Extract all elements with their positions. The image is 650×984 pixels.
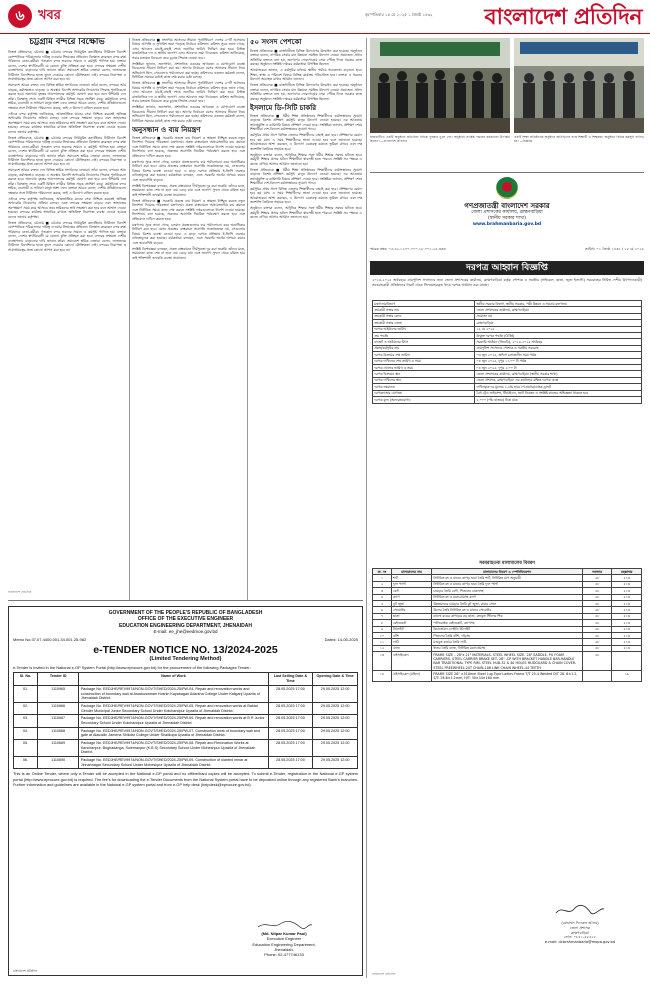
en-cell-sell: 28.05.2025 17:00 [268, 702, 313, 714]
goods-cell-n: ৮ [373, 620, 392, 626]
article-paragraph: নিজস্ব প্রতিবেদক ■ সরকারি প্রকল্পে ব্যয় নিয়ন্ত্রণ ও স্বচ্ছতা নিশ্চিত করতে নতুন নির্দেশনা দিয়েছে পরিকল্পনা মন্ত্রণালয়। প্রকল্প বাস্তবায়নে অপ্রয়োজনীয় ব্যয় কমাতে এবং নির্ধারিত সময়ে কাজ শেষ করতে সংশ্লিষ্ট দপ্তরগুলোকে নির্দেশ দেওয়া হয়েছে। নির্দেশনায় বলা হয়েছে, প্রকল্পের অগ্রগতি নিয়মিত পর্যবেক্ষণ করতে হবে এবং প্রতিবেদন দাখিল করতে হবে। [132, 198, 245, 221]
goods-cell-b: ৫১৩ [612, 645, 642, 651]
en-signatory-place: Jhenaidah. [274, 946, 294, 952]
en-tender-method: (Limited Tendering Method) [149, 656, 222, 663]
en-header-cell: Sl. No. [14, 673, 38, 685]
en-signature-block [214, 920, 354, 957]
en-signatory-name: (Md. Nilpar Kumar Paul) [261, 931, 307, 937]
info-key: ক্রয় পদ্ধতি [373, 333, 475, 339]
article-paragraph: মন্ত্রণালয় সূত্রে জানা গেছে, চলমান প্রকল্পগুলোর ব্যয় পর্যালোচনা করে অগ্রাধিকার নির্ধারণ করা হবে। যেসব প্রকল্পের বাস্তবায়ন অগ্রগতি সন্তোষজনক নয়, সেগুলোর বিষয়ে বিশেষ ব্যবস্থা নেওয়া হবে। এ ছাড়া দরপত্র প্রক্রিয়ায় ই-জিপি ব্যবহার বাধ্যতামূলক করা হয়েছে। কর্মকর্তারা বলছেন, এতে সরকারি অর্থের অপচয় কমবে এবং জবাবদিহি বাড়বে। [132, 222, 245, 245]
article-paragraph: কর্মসূচির প্রথম ধাপে বিভিন্ন জেলার শিক্ষার্থীদের বাছাই করা হবে। প্রশিক্ষণের মেয়াদ হবে ছয় মাস। এ সময় শিক্ষার্থীদের ভাতা দেওয়া হবে বলে জানানো হয়েছে। আয়োজকরা আশা করছেন, এ উদ্যোগ বেকারত্ব কমাতে ভূমিকা রাখবে এবং দক্ষ জনশক্তি তৈরিতে সহায়ক হবে। [250, 133, 362, 151]
goods-cell-b: ৫১৩ [612, 575, 642, 581]
en-header-cell: Last Selling Date & Time [268, 673, 313, 685]
article-paragraph: নিজস্ব প্রতিবেদক ■ রাজধানীতে বিভিন্ন উদ্যোগের উদ্বোধন করা হয়েছে। অনুষ্ঠানে বক্তারা বলেন, নাগরিক সেবার মান উন্নয়নে সমন্বিত উদ্যোগ নেওয়া প্রয়োজন। প্রধান অতিথির বক্তব্যে বলা হয়, জনগণের দোরগোড়ায় সেবা পৌঁছে দিতে সরকার কাজ করছে। অনুষ্ঠানে সংশ্লিষ্ট দপ্তরের কর্মকর্তারা উপস্থিত ছিলেন। [250, 83, 362, 101]
event-photo-image [514, 38, 644, 133]
info-key: প্রকল্প/কর্মসূচির নাম [373, 345, 475, 351]
goods-cell-a: ৫৮ [582, 639, 612, 645]
goods-cell-desc: পানিরোধক রেইনকোট, ক্যাপসহ [432, 620, 583, 626]
gov-office: জেলা প্রশাসকের কার্যালয়, ব্রাহ্মণবাড়িয়া [471, 210, 543, 216]
page-number: ৬ [8, 4, 32, 28]
info-key: দরপত্র আহ্বানের তারিখ [373, 326, 475, 332]
goods-cell-name: রেইনকোট [391, 620, 431, 626]
en-cell-sell: 28.05.2025 17:00 [268, 685, 313, 702]
goods-table-title: সরবরাহতব্য মালামালের বিবরণ [479, 561, 535, 566]
goods-cell-a: ৫৮ [582, 588, 612, 594]
article-headline: চট্টগ্রাম বন্দরে বিক্ষোভ [29, 38, 105, 47]
gov-title: গণপ্রজাতন্ত্রী বাংলাদেশ সরকার [464, 201, 550, 210]
goods-header-cell: মালামালের নাম [391, 569, 431, 575]
section-name: খবর [38, 8, 61, 23]
article-paragraph: সংশ্লিষ্টরা জানান, জনসংখ্যা, প্রশাসনিক এককের অখণ্ডতা ও যোগাযোগ ব্যবস্থা বিবেচনায় সীমানা নির্ধারণ করা হয়। আগের নির্বাচনে যেসব আসনের সীমানা নিয়ে অভিযোগ ছিল, সেগুলোও পর্যালোচনা করা হচ্ছে। কমিশনের একজন কর্মকর্তা বলেন, নির্ধারিত সময়ের মধ্যেই কাজ শেষ করার চেষ্টা চলছে। [132, 105, 245, 123]
info-value: সরকারি অর্থায়ন (জিওবি), ২০২৪-২০২৫ অর্থবছর [475, 339, 642, 345]
goods-header-cell: মালামালের বিবরণ ও স্পেসিফিকেশন [432, 569, 583, 575]
goods-cell-a: ৫৮ [582, 626, 612, 632]
goods-cell-b [612, 652, 642, 671]
article-paragraph: সংশ্লিষ্টরা জানান, জনসংখ্যা, প্রশাসনিক এককের অখণ্ডতা ও যোগাযোগ ব্যবস্থা বিবেচনায় সীমানা নির্ধারণ করা হয়। আগের নির্বাচনে যেসব আসনের সীমানা নিয়ে অভিযোগ ছিল, সেগুলোও পর্যালোচনা করা হচ্ছে। কমিশনের একজন কর্মকর্তা বলেন, নির্ধারিত সময়ের মধ্যেই কাজ শেষ করার চেষ্টা চলছে। [132, 61, 245, 80]
article-paragraph: নিজস্ব প্রতিবেদক ■ সংসদীয় আসনের সীমানা পুনর্নির্ধারণে দেশের ৫০টি আসনের বিষয়ে আপত্তি ও সুপারিশ জমা পড়েছে নির্বাচন কমিশনে। কমিশন সূত্রে জানা গেছে, এসব আবেদন যাচাই-বাছাই শেষে শুনানির তারিখ নির্ধারণ করা হবে। বিভিন্ন রাজনৈতিক দল ও স্থানীয় জনগণ এসব আবেদন জমা দিয়েছেন। কমিশন জানিয়েছে, সবার মতামত বিবেচনা করে চূড়ান্ত সিদ্ধান্ত নেওয়া হবে। [132, 81, 245, 104]
en-cell-sell: 28.05.2025 17:00 [268, 740, 313, 757]
info-key: দরপত্র জামানত [373, 384, 475, 390]
goods-cell-n: ৪ [373, 594, 392, 600]
goods-cell-b: ৫১৩ [612, 607, 642, 613]
e-tender-notice [8, 606, 363, 976]
goods-cell-n: ৯ [373, 626, 392, 632]
info-value: ০৩ জুন ২০২৫, অফিস চলাকালীন সময় পর্যন্ত [475, 352, 642, 358]
en-cell-sl: 03. [14, 715, 38, 727]
goods-cell-b: ৫১৩ [612, 581, 642, 587]
article-paragraph: এদিকে বন্দর কর্তৃপক্ষ জানিয়েছে, আন্তর্জাতিক মানের সেবা নিশ্চিত করতেই অভিজ্ঞ অপারেটর নিয়োগের প্রক্রিয়া চলছে। এতে বন্দরের সক্ষমতা বাড়বে এবং জাহাজের অপেক্ষমাণ সময় কমে আসবে। তবে শ্রমিকদের স্বার্থ সংরক্ষণ করা হবে বলে আশ্বাস দেওয়া হয়েছে। বন্দরের কার্যক্রম স্বাভাবিক রাখতে অতিরিক্ত নিরাপত্তা ব্যবস্থা নেওয়া হয়েছে বলেও জানায় কর্তৃপক্ষ। [8, 196, 126, 219]
goods-cell-name: সোয়েটার [391, 607, 431, 613]
en-header-cell: Tender ID [38, 673, 79, 685]
goods-cell-b: ৫১৩ [612, 588, 642, 594]
info-key: দরপত্র মূল্য (অফেরতযোগ্য) [373, 397, 475, 403]
article-column-2 [132, 38, 245, 598]
goods-cell-a: ৫৮ [582, 575, 612, 581]
ad-code: বাংলাদেশ প্রতিদিন [372, 972, 396, 976]
gov-notice-header [370, 177, 644, 228]
en-tender-row [14, 740, 358, 757]
en-header-cell: Name of Work [79, 673, 268, 685]
goods-cell-name: ব্যাজ [391, 645, 431, 651]
en-signatory-title: Executive Engineer [266, 936, 302, 942]
gov-memo [370, 247, 644, 252]
en-gov-line: GOVERNMENT OF THE PEOPLE'S REPUBLIC OF BANGLADESH [108, 610, 263, 616]
goods-header-cell: দফাদার [582, 569, 612, 575]
signatory-office: ব্রাহ্মণবাড়িয়া [570, 930, 590, 935]
goods-row [373, 671, 642, 682]
info-value: জেলা প্রশাসকের কার্যালয়, ব্রাহ্মণবাড়িয়া [475, 307, 642, 313]
info-value: গ্রামপুলিশ সদস্যদের পোশাক ও সরঞ্জাম সরবরাহ [475, 345, 642, 351]
en-cell-work: Package No. EEDJHE/REV9974/NON-GOVT/SHED/2024-25/PW-05. Repair and renovation works at Baktal Gender Municipal Junior Secondary School Under Kotchandpur Upazila of Jhenaidah District. [79, 702, 268, 714]
goods-header-cell: ক্র. নং [373, 569, 392, 575]
article-column-1 [8, 38, 126, 598]
info-row [373, 397, 642, 403]
goods-cell-name: ফুল প্যান্ট [391, 581, 431, 587]
en-tender-row [14, 685, 358, 702]
en-cell-id: 1110666 [38, 702, 79, 714]
goods-table [372, 568, 642, 682]
info-key: দরপত্র বিক্রয়ের শেষ তারিখ [373, 352, 475, 358]
goods-cell-b: ৫১৩ [612, 633, 642, 639]
info-key: ক্রয়কারী সত্তার কোড [373, 313, 475, 319]
goods-cell-b: ৫১৩ [612, 620, 642, 626]
signatory-phone: ফোন: ০৮৫১-৫৮৫২৫ [564, 935, 596, 940]
government-seal-icon [496, 177, 518, 199]
tender-banner: দরপত্র আহ্বান বিজ্ঞপ্তি [370, 261, 644, 275]
en-memo-row [13, 637, 358, 645]
en-header-cell: Opening Date & Time [313, 673, 358, 685]
tender-info-table [372, 300, 642, 404]
goods-cell-a: ৫৮ [582, 601, 612, 607]
en-memo-date: Dated: 14-05-2025 [324, 636, 358, 642]
article-paragraph: নিজস্ব প্রতিবেদক ■ সরকারি প্রকল্পে ব্যয় নিয়ন্ত্রণ ও স্বচ্ছতা নিশ্চিত করতে নতুন নির্দেশনা দিয়েছে পরিকল্পনা মন্ত্রণালয়। প্রকল্প বাস্তবায়নে অপ্রয়োজনীয় ব্যয় কমাতে এবং নির্ধারিত সময়ে কাজ শেষ করতে সংশ্লিষ্ট দপ্তরগুলোকে নির্দেশ দেওয়া হয়েছে। নির্দেশনায় বলা হয়েছে, প্রকল্পের অগ্রগতি নিয়মিত পর্যবেক্ষণ করতে হবে এবং প্রতিবেদন দাখিল করতে হবে। [132, 135, 245, 158]
column-divider [366, 38, 367, 978]
news-photo [370, 38, 510, 133]
goods-cell-desc: কালো রঙের কাপড়ের বড় ছাতা, মজবুত স্টিলের শিক [432, 613, 583, 619]
article-paragraph: সমাবেশে আরও বক্তব্য দেন বিভিন্ন শ্রমিক সংগঠনের নেতারা। তাঁরা বলেন, বন্দরের আয় বাড়ছে, কর্মদক্ষতাও বাড়ছে। এ অবস্থায় বিদেশি অপারেটর নিয়োগের সিদ্ধান্ত পুনর্বিবেচনা করতে হবে। অন্যথায় বৃহত্তর আন্দোলনের কর্মসূচি ঘোষণা করা হবে বলে হুঁশিয়ারি দেন তাঁরা। বিক্ষোভ শেষে একটি মিছিল নগরীর বিভিন্ন সড়ক প্রদক্ষিণ করে। কর্মসূচিতে বন্দর শ্রমিক, ব্যবসায়ী ও সাধারণ মানুষ অংশ নেন। বক্তারা আরও বলেন, দেশীয় প্রতিষ্ঠানগুলো দক্ষতার সঙ্গে টার্মিনাল পরিচালনা করছে, তাই এ উদ্যোগ বাতিল করতে হবে। [8, 83, 126, 110]
info-value: উন্মুক্ত দরপত্র পদ্ধতি (OTM) [475, 333, 642, 339]
article-column-3 [250, 38, 362, 598]
goods-cell-n: ১৩ [373, 652, 392, 671]
goods-cell-n: ৫ [373, 601, 392, 607]
article-paragraph: নিজস্ব প্রতিবেদক ■ ধর্মীয় শিক্ষা প্রতিষ্ঠানের শিক্ষার্থীদের কর্মসংস্থানের সুযোগ বাড়াতে বিশেষ প্রশিক্ষণ কর্মসূচি চালুর উদ্যোগ নেওয়া হয়েছে। এর আওতায় তথ্যপ্রযুক্তি ও কারিগরি বিষয়ে প্রশিক্ষণ দেওয়া হবে। সংশ্লিষ্টরা জানান, প্রশিক্ষণ শেষে শিক্ষার্থীরা দেশ-বিদেশে কর্মসংস্থানের সুযোগ পাবে। [250, 113, 362, 132]
goods-cell-name: শার্ট [391, 575, 431, 581]
goods-cell-b: ৫১৩ [612, 594, 642, 600]
en-cell-sell: 28.05.2025 17:00 [268, 757, 313, 769]
en-tender-row [14, 757, 358, 769]
info-key: ক্রয়কারী সত্তার জেলা [373, 320, 475, 326]
page-header [0, 0, 650, 34]
info-key: দরপত্র দাখিলের স্থান [373, 377, 475, 383]
en-cell-id: 1110965 [38, 685, 79, 702]
article-paragraph: এদিকে বন্দর কর্তৃপক্ষ জানিয়েছে, আন্তর্জাতিক মানের সেবা নিশ্চিত করতেই অভিজ্ঞ অপারেটর নিয়োগের প্রক্রিয়া চলছে। এতে বন্দরের সক্ষমতা বাড়বে এবং জাহাজের অপেক্ষমাণ সময় কমে আসবে। তবে শ্রমিকদের স্বার্থ সংরক্ষণ করা হবে বলে আশ্বাস দেওয়া হয়েছে। বন্দরের কার্যক্রম স্বাভাবিক রাখতে অতিরিক্ত নিরাপত্তা ব্যবস্থা নেওয়া হয়েছে বলেও জানায় কর্তৃপক্ষ। [8, 111, 126, 134]
goods-cell-desc: উলের তৈরি নির্ধারিত রং ও মানের সোয়েটার [432, 607, 583, 613]
en-cell-work: Package No. EEDJHE/REV9974/NON-GOVT/SHED/2024-25/PW-09. Construction of slanted minar at Jinnahnagar Secondary School Under Moheshpur Upazila of Jhenaidah District. [79, 757, 268, 769]
signature-scribble [554, 903, 606, 917]
goods-cell-n: ২ [373, 581, 392, 587]
goods-cell-name: বুট জুতা [391, 601, 431, 607]
goods-cell-b: ৫১৩ [612, 639, 642, 645]
info-value: স্থানীয় সরকার বিভাগ, স্থানীয় সরকার, পল্লী উন্নয়ন ও সমবায় মন্ত্রণালয় [475, 301, 642, 307]
goods-cell-desc: ধাতব তৈরি ব্যাজ, নির্ধারিত মনোগ্রামসহ [432, 645, 583, 651]
en-tender-row [14, 702, 358, 714]
en-cell-sell: 28.05.2025 17:00 [268, 727, 313, 739]
en-footer-text: This is an Online Tender, where only e-Tender will be accepted in the National e-GP portal and no offline/hard copies will be accepted. To submit e-Tender, registration in the National e-GP system portal (http://www.eprocure.gov.bd) is required. The fee's for downloading the e-Tender Documents from the National System portal have to be deposited online through any registered Bank's branches. Further information and guidelines are available in the National e-GP system portal and from e-GP help desk (helpdesk@eprocure.gov.bd). [13, 771, 358, 787]
info-value: জেলা প্রশাসক, ব্রাহ্মণবাড়িয়া এর কার্যালয়ে রক্ষিত দরপত্র বাক্সে [475, 377, 642, 383]
en-cell-id: 1110667 [38, 715, 79, 727]
goods-cell-name: টর্চলাইট [391, 626, 431, 632]
en-memo-number: Memo No:37.07.4400.001.34.001.25-982 [13, 636, 87, 642]
info-key: দরপত্র বিক্রয়ের স্থান [373, 371, 475, 377]
info-key: দরপত্র খোলার তারিখ ও সময় [373, 365, 475, 371]
goods-table-wrap [372, 568, 642, 682]
gov-branch: (স্থানীয় সরকার শাখা) [488, 216, 526, 222]
goods-cell-a: ৫৮ [582, 607, 612, 613]
info-table [372, 300, 642, 404]
signature-block [520, 903, 640, 945]
en-cell-id: 1110668 [38, 727, 79, 739]
en-signatory-dept: Education Engineering Department, [252, 941, 316, 947]
article-paragraph: নিজস্ব প্রতিবেদক, চট্টগ্রাম ■ চট্টগ্রাম বন্দরের নিউমুরিং কনটেইনার টার্মিনাল বিদেশি কোম্পানিকে পরিচালনার দায়িত্ব দেওয়ার সিদ্ধান্তের প্রতিবাদে বিক্ষোভ করেছেন বন্দর রক্ষা পরিষদের নেতা-কর্মীরা। গতকাল বন্দর ভবনের সামনে এ কর্মসূচি পালিত হয়। বক্তারা বলেন, দেশের স্বার্থবিরোধী যে কোনো চুক্তি প্রতিহত করা হবে। বন্দরের সক্ষমতা দেশীয় ব্যবস্থাপনায় বাড়ানোর দাবি জানান তাঁরা। সমাবেশে শ্রমিক নেতারা বলেন, লাভজনক টার্মিনাল বিদেশিদের হাতে তুলে দেওয়ার কোনো যৌক্তিকতা নেই। বন্দরের নিরাপত্তা ও সার্বভৌমত্বের প্রশ্নে কোনো আপস করা হবে না। [8, 50, 126, 82]
en-dept-line: EDUCATION ENGINEERING DEPARTMENT, JHENAIDAH [119, 622, 252, 629]
en-tender-table [13, 672, 358, 769]
article-paragraph: অনুষ্ঠানে বক্তারা বলেন, আধুনিক শিক্ষার সঙ্গে ধর্মীয় শিক্ষার সমন্বয় ঘটাতে হবে। কর্মমুখী শিক্ষার প্রসার ঘটলে শিক্ষার্থীরা স্বাবলম্বী হতে পারবে। সংশ্লিষ্ট সব পক্ষকে এ কাজে এগিয়ে আসার আহ্বান জানানো হয়। [250, 152, 362, 166]
goods-cell-name: ক্যাপ [391, 594, 431, 600]
article-paragraph: সংশ্লিষ্ট বিশেষজ্ঞরা বলছেন, প্রকল্প বাস্তবায়নে দীর্ঘসূত্রতা দূর করা জরুরি। তাঁদের মতে, সময়মতো কাজ শেষ না হলে ব্যয় বেড়ে যায় এবং জনগণ সুফল থেকে বঞ্চিত হয়। তাই শক্তিশালী তদারকি ব্যবস্থা প্রয়োজন। [132, 246, 245, 260]
goods-cell-name: বাইসাইকেল [391, 652, 431, 671]
section-divider [370, 172, 644, 173]
goods-cell-desc: রিচার্জেবল এলইডি টর্চলাইট [432, 626, 583, 632]
goods-cell-a [582, 671, 612, 682]
memo-number: স্মারক নম্বর: ০৫.৪২.১২০০.০০০.১৮.০০২.২৫-৩৩৩ [370, 247, 446, 251]
goods-cell-n: ৩ [373, 588, 392, 594]
en-cell-sl: 06. [14, 757, 38, 769]
goods-cell-n: ১১ [373, 639, 392, 645]
en-cell-work: Package No. EEDJHE/REV9974/NON-GOVT/SHED/2024-25/PW-06. Repair and renovation works at B R Junior Secondary School Under Kotchandpur Upazila of Jhenaidah District. [79, 715, 268, 727]
section-divider [8, 600, 363, 601]
masthead-logo: বাংলাদেশ প্রতিদিন [484, 4, 642, 30]
info-value: ব্রাহ্মণবাড়িয়া [475, 320, 642, 326]
info-key: ক্রয়কারী সত্তার নাম [373, 307, 475, 313]
signatory-name: (মোহাম্মদ দিদারুল আলম) [561, 920, 599, 925]
goods-header-cell: মহল্লাদার [612, 569, 642, 575]
info-value: ০৪ জুন ২০২৫, দুপুর ১২:০০ টা পর্যন্ত [475, 358, 642, 364]
event-photo-image [370, 38, 510, 133]
en-email: E-mail: ee_jhe@eedmoe.gov.bd [153, 628, 218, 634]
article-paragraph: সমাবেশে আরও বক্তব্য দেন বিভিন্ন শ্রমিক সংগঠনের নেতারা। তাঁরা বলেন, বন্দরের আয় বাড়ছে, কর্মদক্ষতাও বাড়ছে। এ অবস্থায় বিদেশি অপারেটর নিয়োগের সিদ্ধান্ত পুনর্বিবেচনা করতে হবে। অন্যথায় বৃহত্তর আন্দোলনের কর্মসূচি ঘোষণা করা হবে বলে হুঁশিয়ারি দেন তাঁরা। বিক্ষোভ শেষে একটি মিছিল নগরীর বিভিন্ন সড়ক প্রদক্ষিণ করে। কর্মসূচিতে বন্দর শ্রমিক, ব্যবসায়ী ও সাধারণ মানুষ অংশ নেন। বক্তারা আরও বলেন, দেশীয় প্রতিষ্ঠানগুলো দক্ষতার সঙ্গে টার্মিনাল পরিচালনা করছে, তাই এ উদ্যোগ বাতিল করতে হবে। [8, 168, 126, 195]
en-cell-id: 1110669 [38, 740, 79, 757]
en-office-line: OFFICE OF THE EXECUTIVE ENGINEER [137, 616, 234, 623]
en-cell-id: 1110690 [38, 757, 79, 769]
photo-caption: একটি শিক্ষা প্রতিষ্ঠানের অনুষ্ঠানে অতিথিদের সঙ্গে শিক্ষার্থী ও শিক্ষকরা। অনুষ্ঠানে বিভিন্ন কর্মসূচি পালিত হয়। —বিজ্ঞপ্তি [514, 135, 644, 143]
news-photo [514, 38, 644, 133]
en-cell-open: 29.05.2025 12:00 [313, 685, 358, 702]
en-intro: e-Tender is invited in the National e-GP System Portal (http://www.eprocure.gov.bd) for the procurement of the following Packages Tender: [13, 665, 251, 671]
goods-cell-desc: নির্ধারিত রং ও মানের কাপড় দ্বারা তৈরি শার্ট, নির্ধারিত মাপ অনুযায়ী [432, 575, 583, 581]
info-value: দাখিলকৃত দর মূল্যের ২.৫% হারে পে-অর্ডার/ব্যাংক ড্রাফট [475, 384, 642, 390]
goods-cell-b: ৫১৩ [612, 626, 642, 632]
article-paragraph: আয়োজকরা জানান, এ কর্মসূচির মাধ্যমে স্থানীয় পর্যায়ে সচেতনতা বাড়ানো হবে। শিক্ষা, স্বাস্থ্য ও পরিবেশ বিষয়ে বিভিন্ন কার্যক্রম পরিচালিত হবে। বক্তারা এ ধরনের উদ্যোগ অব্যাহত রাখার আহ্বান জানান। [250, 68, 362, 82]
goods-cell-name: বাঁশি [391, 633, 431, 639]
goods-cell-n: ৬ [373, 607, 392, 613]
notice-intro: ২০২৪-২০২৫ অর্থবছরে গ্রামপুলিশ সদস্যদের জন্য জেলা প্রশাসকের কার্যালয়, ব্রাহ্মণবাড়িয়া কর্তৃক পোশাক ও সরঞ্জাম (সাইকেল, ছাতা, জুতা ইত্যাদি) সরবরাহের নিমিত্ত দেশীয় উৎপাদনকারী/সরবরাহকারী প্রতিষ্ঠানের নিকট থেকে সিলমোহরকৃত খামে দরপত্র আহ্বান করা যাচ্ছে। [372, 278, 642, 287]
info-key: মন্ত্রণালয়/বিভাগ [373, 301, 475, 307]
goods-cell-n: ১২ [373, 645, 392, 651]
column-footer: বাংলাদেশ প্রতিদিন [8, 590, 32, 594]
date-line: বৃহস্পতিবার ১৫ মে ২০২৫ ১ জ্যৈষ্ঠ ১৪৩২ [365, 12, 433, 17]
goods-cell-a: ৫৮ [582, 652, 612, 671]
info-value: ৫,০০০ (পাঁচ হাজার) টাকা মাত্র [475, 397, 642, 403]
en-cell-sl: 01. [14, 685, 38, 702]
article-paragraph: নিজস্ব প্রতিবেদক ■ ধর্মীয় শিক্ষা প্রতিষ্ঠানের শিক্ষার্থীদের কর্মসংস্থানের সুযোগ বাড়াতে বিশেষ প্রশিক্ষণ কর্মসূচি চালুর উদ্যোগ নেওয়া হয়েছে। এর আওতায় তথ্যপ্রযুক্তি ও কারিগরি বিষয়ে প্রশিক্ষণ দেওয়া হবে। সংশ্লিষ্টরা জানান, প্রশিক্ষণ শেষে শিক্ষার্থীরা দেশ-বিদেশে কর্মসংস্থানের সুযোগ পাবে। [250, 167, 362, 185]
en-tender-row [14, 715, 358, 727]
article-paragraph: মন্ত্রণালয় সূত্রে জানা গেছে, চলমান প্রকল্পগুলোর ব্যয় পর্যালোচনা করে অগ্রাধিকার নির্ধারণ করা হবে। যেসব প্রকল্পের বাস্তবায়ন অগ্রগতি সন্তোষজনক নয়, সেগুলোর বিষয়ে বিশেষ ব্যবস্থা নেওয়া হবে। এ ছাড়া দরপত্র প্রক্রিয়ায় ই-জিপি ব্যবহার বাধ্যতামূলক করা হয়েছে। কর্মকর্তারা বলছেন, এতে সরকারি অর্থের অপচয় কমবে এবং জবাবদিহি বাড়বে। [132, 159, 245, 182]
en-cell-open: 29.05.2025 12:00 [313, 757, 358, 769]
info-value: ০৪ জুন ২০২৫, দুপুর ২:০০ টা [475, 365, 642, 371]
info-key: দরপত্রদাতার যোগ্যতা [373, 390, 475, 396]
goods-cell-desc: উন্নতমানের চামড়ার তৈরি বুট জুতা, রাবার সোল [432, 601, 583, 607]
goods-cell-name: ছাতা [391, 613, 431, 619]
info-key: দরপত্র দাখিলের শেষ তারিখ ও সময় [373, 358, 475, 364]
en-cell-work: Package No. EEDJHE/REV9974/NON-GOVT/SHED/2024-25/PW-07. Construction work of boundary wall and gate at Alauddin Jamena Shikdar College Under Shailkupa Upazila of Jhenaidah District. [79, 727, 268, 739]
article-paragraph: নিজস্ব প্রতিবেদক ■ রাজধানীতে বিভিন্ন উদ্যোগের উদ্বোধন করা হয়েছে। অনুষ্ঠানে বক্তারা বলেন, নাগরিক সেবার মান উন্নয়নে সমন্বিত উদ্যোগ নেওয়া প্রয়োজন। প্রধান অতিথির বক্তব্যে বলা হয়, জনগণের দোরগোড়ায় সেবা পৌঁছে দিতে সরকার কাজ করছে। অনুষ্ঠানে সংশ্লিষ্ট দপ্তরের কর্মকর্তারা উপস্থিত ছিলেন। [250, 48, 362, 67]
goods-cell-n: ১০ [373, 633, 392, 639]
en-cell-sl: 04. [14, 727, 38, 739]
goods-cell-desc: নির্ধারিত রং ও মনোগ্রামসহ ক্যাপ [432, 594, 583, 600]
article-paragraph: নিজস্ব প্রতিবেদক, চট্টগ্রাম ■ চট্টগ্রাম বন্দরের নিউমুরিং কনটেইনার টার্মিনাল বিদেশি কোম্পানিকে পরিচালনার দায়িত্ব দেওয়ার সিদ্ধান্তের প্রতিবাদে বিক্ষোভ করেছেন বন্দর রক্ষা পরিষদের নেতা-কর্মীরা। গতকাল বন্দর ভবনের সামনে এ কর্মসূচি পালিত হয়। বক্তারা বলেন, দেশের স্বার্থবিরোধী যে কোনো চুক্তি প্রতিহত করা হবে। বন্দরের সক্ষমতা দেশীয় ব্যবস্থাপনায় বাড়ানোর দাবি জানান তাঁরা। সমাবেশে শ্রমিক নেতারা বলেন, লাভজনক টার্মিনাল বিদেশিদের হাতে তুলে দেওয়ার কোনো যৌক্তিকতা নেই। বন্দরের নিরাপত্তা ও সার্বভৌমত্বের প্রশ্নে কোনো আপস করা হবে না। [8, 135, 126, 167]
goods-cell-a: ৫৮ [582, 613, 612, 619]
memo-date: তারিখ: ০১ জ্যৈষ্ঠ ১৪৩২ / ১৫ মে ২০২৫ [584, 247, 644, 251]
goods-cell-desc: মজবুত কাঠের তৈরি লাঠি [432, 639, 583, 645]
column-divider [247, 38, 248, 600]
en-cell-open: 29.05.2025 12:00 [313, 727, 358, 739]
goods-cell-b: ৫১৩ [612, 601, 642, 607]
goods-cell-b: ১৯ [612, 671, 642, 682]
goods-cell-desc: নির্ধারিত রং ও মানের কাপড় দ্বারা তৈরি ফুল প্যান্ট [432, 581, 583, 587]
en-cell-sl: 02. [14, 702, 38, 714]
info-value: ১৫ মে ২০২৫ [475, 326, 642, 332]
goods-cell-a: ৫৮ [582, 620, 612, 626]
goods-cell-a: ৫৮ [582, 633, 612, 639]
article-headline: ইসলামে ডি-সিটি চাকরি [250, 103, 317, 113]
article-paragraph: কর্মসূচির প্রথম ধাপে বিভিন্ন জেলার শিক্ষার্থীদের বাছাই করা হবে। প্রশিক্ষণের মেয়াদ হবে ছয় মাস। এ সময় শিক্ষার্থীদের ভাতা দেওয়া হবে বলে জানানো হয়েছে। আয়োজকরা আশা করছেন, এ উদ্যোগ বেকারত্ব কমাতে ভূমিকা রাখবে এবং দক্ষ জনশক্তি তৈরিতে সহায়ক হবে। [250, 186, 362, 205]
goods-cell-n: ১ [373, 575, 392, 581]
info-value: জেলা প্রশাসকের কার্যালয়, ব্রাহ্মণবাড়িয়া (স্থানীয় সরকার শাখা) [475, 371, 642, 377]
article-paragraph: নিজস্ব প্রতিবেদক ■ সংসদীয় আসনের সীমানা পুনর্নির্ধারণে দেশের ৫০টি আসনের বিষয়ে আপত্তি ও সুপারিশ জমা পড়েছে নির্বাচন কমিশনে। কমিশন সূত্রে জানা গেছে, এসব আবেদন যাচাই-বাছাই শেষে শুনানির তারিখ নির্ধারণ করা হবে। বিভিন্ন রাজনৈতিক দল ও স্থানীয় জনগণ এসব আবেদন জমা দিয়েছেন। কমিশন জানিয়েছে, সবার মতামত বিবেচনা করে চূড়ান্ত সিদ্ধান্ত নেওয়া হবে। [132, 38, 245, 60]
gov-website: www.brahmanbaria.gov.bd [472, 222, 542, 228]
column-divider [129, 38, 130, 600]
goods-cell-n: ১৪ [373, 671, 392, 682]
en-cell-open: 29.05.2025 12:00 [313, 740, 358, 757]
en-cell-open: 29.05.2025 12:00 [313, 715, 358, 727]
signatory-email: e-mail: dcbrahmanbaria@mopa.gov.bd [544, 940, 616, 945]
signature-scribble [254, 920, 314, 930]
article-paragraph: সংশ্লিষ্ট বিশেষজ্ঞরা বলছেন, প্রকল্প বাস্তবায়নে দীর্ঘসূত্রতা দূর করা জরুরি। তাঁদের মতে, সময়মতো কাজ শেষ না হলে ব্যয় বেড়ে যায় এবং জনগণ সুফল থেকে বঞ্চিত হয়। তাই শক্তিশালী তদারকি ব্যবস্থা প্রয়োজন। [132, 183, 245, 197]
goods-cell-name: লাঠি [391, 639, 431, 645]
en-cell-open: 29.05.2025 12:00 [313, 702, 358, 714]
en-cell-work: Package No. EEDJHE/REV9974/NON-GOVT/SHED/2024-25/PW-04. Repair and renovation works and construction of boundary wall at Asaduzzaman Hosnin Kayabagan Adarsha College Under Kaliganj Upazila of Jhenaidah District. [79, 685, 268, 702]
goods-cell-a: ৫৮ [582, 645, 612, 651]
info-key: বাজেট ও অর্থায়নের উৎস [373, 339, 475, 345]
goods-cell-n: ৭ [373, 613, 392, 619]
goods-cell-a: ৫৮ [582, 594, 612, 600]
goods-cell-name: বাইসাইকেল (মহিলা) [391, 671, 431, 682]
ad-code: বাংলাদেশ প্রতিদিন [13, 968, 38, 973]
article-headline: অনুসন্ধান ও ব্যয় নিয়ন্ত্রণ [132, 125, 201, 135]
article-paragraph: নিজস্ব প্রতিবেদক, চট্টগ্রাম ■ চট্টগ্রাম বন্দরের নিউমুরিং কনটেইনার টার্মিনাল বিদেশি কোম্পানিকে পরিচালনার দায়িত্ব দেওয়ার সিদ্ধান্তের প্রতিবাদে বিক্ষোভ করেছেন বন্দর রক্ষা পরিষদের নেতা-কর্মীরা। গতকাল বন্দর ভবনের সামনে এ কর্মসূচি পালিত হয়। বক্তারা বলেন, দেশের স্বার্থবিরোধী যে কোনো চুক্তি প্রতিহত করা হবে। বন্দরের সক্ষমতা দেশীয় ব্যবস্থাপনায় বাড়ানোর দাবি জানান তাঁরা। সমাবেশে শ্রমিক নেতারা বলেন, লাভজনক টার্মিনাল বিদেশিদের হাতে তুলে দেওয়ার কোনো যৌক্তিকতা নেই। বন্দরের নিরাপত্তা ও সার্বভৌমত্বের প্রশ্নে কোনো আপস করা হবে না। [8, 220, 126, 252]
en-tender-row [14, 727, 358, 739]
photo-caption: রাজধানীতে একটি অনুষ্ঠানে অতিথিরা বিভিন্ন পুরস্কার তুলে দেন। অনুষ্ঠানে সংশ্লিষ্ট দপ্তরের কর্মকর্তারা উপস্থিত ছিলেন। —বাংলাদেশ প্রতিদিন [370, 135, 510, 143]
article-headline: ৫০ সংসদ পেশকো [250, 38, 302, 46]
goods-cell-desc: পিতলের তৈরি বাঁশি, দড়িসহ [432, 633, 583, 639]
info-value: প্রযোজ্য নয় [475, 313, 642, 319]
en-tender-title: e-TENDER NOTICE NO. 13/2024-2025 [93, 643, 278, 656]
article-paragraph: অনুষ্ঠানে বক্তারা বলেন, আধুনিক শিক্ষার সঙ্গে ধর্মীয় শিক্ষার সমন্বয় ঘটাতে হবে। কর্মমুখী শিক্ষার প্রসার ঘটলে শিক্ষার্থীরা স্বাবলম্বী হতে পারবে। সংশ্লিষ্ট সব পক্ষকে এ কাজে এগিয়ে আসার আহ্বান জানানো হয়। [250, 206, 362, 220]
goods-row [373, 652, 642, 671]
en-cell-sl: 05. [14, 740, 38, 757]
en-signatory-phone: Phone: 02-477746133 [264, 951, 304, 957]
goods-cell-desc: FRAME SIZE – 28"x 21" MATERIALS- STEEL WHEEL SIZE- 28" SADDLE- PU FOAM CARRIERS- STEEL CARRIER BRAKE SET- 28" -CP WITH BRACKET HANDLE BAR-HANDLE BAR TRADITIONAL TYPE RIM- STEEL HUB-32 & 40 HOLES MUDGUARD & CHAIN COVER-STEEL FREEWHEEL-20T CHAIN-108 LINK CHAIN WHEEL-44 TEETH [432, 652, 583, 671]
en-cell-sell: 28.05.2025 17:00 [268, 715, 313, 727]
goods-cell-a: ৫৮ [582, 581, 612, 587]
info-value: বৈধ ট্রেড লাইসেন্স, টিআইএন, ভ্যাট নিবন্ধন ও সংশ্লিষ্ট কাজের অভিজ্ঞতা থাকতে হবে [475, 390, 642, 396]
en-cell-work: Package No. EEDJHE/REV9974/NON-GOVT/SHED/2024-25/PW-08. Repair and Renovation Works at Kanchanpur, Boghadanga, Solemanpur (K.B.S) Secondary School Under Moheshpur Upazila of Jhenaidah District. [79, 740, 268, 757]
goods-cell-b: ৫১৩ [612, 613, 642, 619]
goods-cell-desc: FRAME SIZE 26" ×510mm Steel Lug Type Ladies Frame T/T 25.4 Welded D/T 28. 6×1.2, S/T: 28.6×1.2mm, H/T: 30×34×160 mm [432, 671, 583, 682]
goods-cell-name: বেল্ট [391, 588, 431, 594]
goods-cell-desc: চামড়ার তৈরি বেল্ট, পিতলের বাকলসহ [432, 588, 583, 594]
signatory-title: জেলা প্রশাসক [569, 925, 591, 930]
